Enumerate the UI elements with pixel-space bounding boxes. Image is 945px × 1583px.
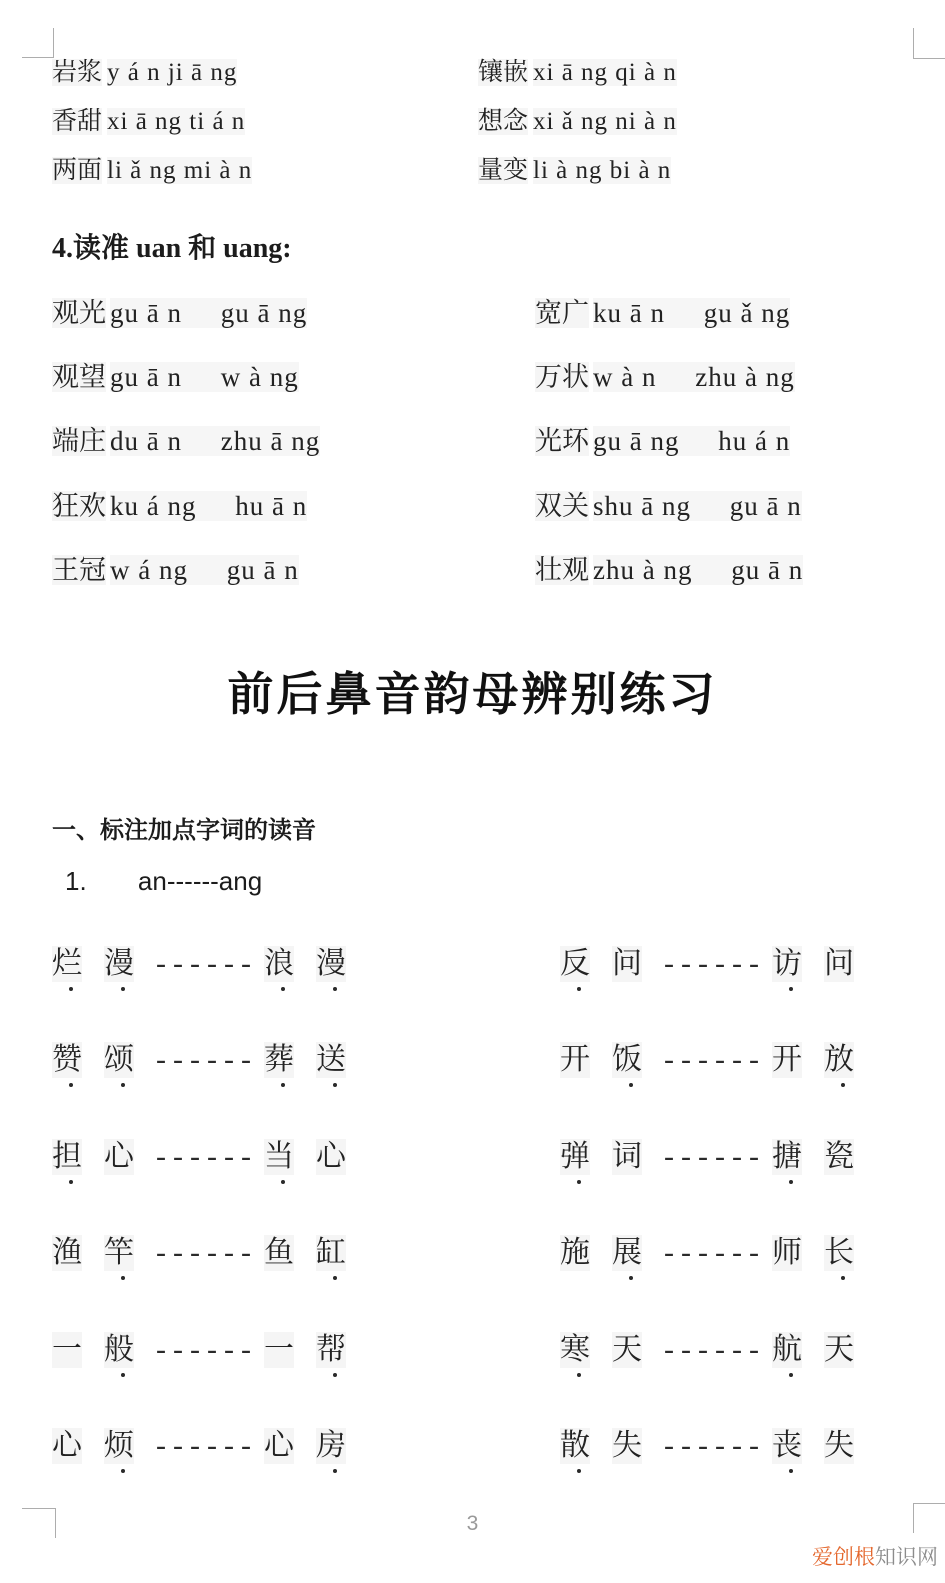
pinyin-row (0, 106, 945, 140)
cn-word: 香甜 (52, 108, 103, 135)
character: 师 (771, 1236, 802, 1269)
pinyin-text: li ǎ ng mi à n (107, 157, 253, 184)
pinyin-text: shu ā ng gu ā n (593, 491, 802, 521)
character: 心 (104, 1140, 134, 1173)
word-pair-row (0, 1332, 945, 1380)
cn-word: 宽广 (535, 298, 589, 328)
pinyin-text: xi ā ng ti á n (107, 108, 246, 135)
separator-dashes: ------ (156, 947, 258, 980)
dotted-character: 长 (823, 1236, 854, 1269)
dotted-character: 搪 (771, 1140, 802, 1173)
pinyin-text: xi ā ng qi à n (533, 59, 677, 86)
character: 天 (823, 1333, 854, 1366)
word-pair (560, 1235, 876, 1271)
character: 问 (823, 947, 854, 980)
uan-uang-row (0, 489, 945, 527)
cn-word: 壮观 (535, 555, 589, 585)
character: 一 (52, 1333, 82, 1366)
dotted-character: 展 (612, 1236, 642, 1269)
dotted-character: 烦 (104, 1429, 134, 1462)
section-4-heading: 4.读准 uan 和 uang: (52, 233, 292, 264)
word-pair (560, 946, 876, 982)
separator-dashes: ------ (156, 1140, 258, 1173)
cn-word: 观望 (52, 362, 106, 392)
pinyin-text: y á n ji ā ng (107, 59, 238, 86)
pinyin-entry (52, 360, 299, 394)
separator-dashes: ------ (664, 1429, 766, 1462)
cn-word: 万状 (535, 362, 589, 392)
dotted-character: 漫 (315, 947, 346, 980)
character: 一 (263, 1333, 294, 1366)
character: 心 (263, 1429, 294, 1462)
dotted-character: 漫 (104, 947, 134, 980)
character: 问 (612, 947, 642, 980)
exercise-heading: 一、标注加点字词的读音 (52, 817, 316, 844)
cn-word: 狂欢 (52, 491, 106, 521)
separator-dashes: ------ (156, 1429, 258, 1462)
pinyin-entry (52, 489, 307, 523)
cn-word: 想念 (478, 108, 529, 135)
pinyin-entry (52, 296, 307, 330)
dotted-character: 竿 (104, 1236, 134, 1269)
cn-word: 岩浆 (52, 59, 103, 86)
pinyin-text: gu ā n gu ā ng (110, 298, 308, 328)
dotted-character: 寒 (560, 1333, 590, 1366)
crop-mark-top-left (22, 28, 54, 58)
dotted-character: 般 (104, 1333, 134, 1366)
word-pair (52, 946, 368, 982)
dotted-character: 散 (560, 1429, 590, 1462)
separator-dashes: ------ (156, 1043, 258, 1076)
dotted-character: 帮 (315, 1333, 346, 1366)
cn-word: 王冠 (52, 555, 106, 585)
word-pair-row (0, 1042, 945, 1090)
character: 开 (771, 1043, 802, 1076)
pinyin-entry (478, 57, 677, 89)
separator-dashes: ------ (664, 1043, 766, 1076)
word-pair (560, 1428, 876, 1464)
dotted-character: 赞 (52, 1043, 82, 1076)
character: 施 (560, 1236, 590, 1269)
watermark-site: 知识网 (875, 1546, 938, 1569)
uan-uang-row (0, 296, 945, 334)
word-pair (52, 1428, 368, 1464)
character: 心 (315, 1140, 346, 1173)
word-pair (52, 1139, 368, 1175)
dotted-character: 弹 (560, 1140, 590, 1173)
character: 词 (612, 1140, 642, 1173)
pinyin-text: ku á ng hu ā n (110, 491, 308, 521)
pinyin-text: w á ng gu ā n (110, 555, 299, 585)
dotted-character: 担 (52, 1140, 82, 1173)
dotted-character: 访 (771, 947, 802, 980)
word-pair (52, 1042, 368, 1078)
pinyin-text: li à ng bi à n (533, 157, 672, 184)
word-pair (560, 1139, 876, 1175)
separator-dashes: ------ (664, 1333, 766, 1366)
word-pair (560, 1042, 876, 1078)
pinyin-text: w à n zhu à ng (593, 362, 795, 392)
pinyin-entry (52, 155, 252, 187)
word-pair-row (0, 946, 945, 994)
dotted-character: 浪 (263, 947, 294, 980)
character: 心 (52, 1429, 82, 1462)
pinyin-entry (535, 424, 790, 458)
dotted-character: 丧 (771, 1429, 802, 1462)
cn-word: 两面 (52, 157, 103, 184)
pinyin-text: du ā n zhu ā ng (110, 426, 321, 456)
separator-dashes: ------ (156, 1333, 258, 1366)
pinyin-entry (52, 106, 245, 138)
cn-word: 量变 (478, 157, 529, 184)
pinyin-entry (52, 424, 320, 458)
word-pair-row (0, 1235, 945, 1283)
dotted-character: 缸 (315, 1236, 346, 1269)
character: 开 (560, 1043, 590, 1076)
word-pair (52, 1332, 368, 1368)
word-pair-row (0, 1428, 945, 1476)
crop-mark-top-right (913, 28, 945, 59)
pinyin-text: xi ǎ ng ni à n (533, 108, 677, 135)
page-title: 前后鼻音韵母辨别练习 (227, 668, 718, 720)
character: 天 (612, 1333, 642, 1366)
pinyin-entry (478, 106, 677, 138)
cn-word: 光环 (535, 426, 589, 456)
pinyin-entry (52, 57, 237, 89)
dotted-character: 葬 (263, 1043, 294, 1076)
separator-dashes: ------ (156, 1236, 258, 1269)
exercise-item-line (65, 866, 262, 897)
dotted-character: 反 (560, 947, 590, 980)
pinyin-entry (535, 553, 803, 587)
separator-dashes: ------ (664, 947, 766, 980)
cn-word: 观光 (52, 298, 106, 328)
pinyin-entry (535, 489, 802, 523)
character: 渔 (52, 1236, 82, 1269)
dotted-character: 饭 (612, 1043, 642, 1076)
pinyin-entry (52, 553, 299, 587)
dotted-character: 送 (315, 1043, 346, 1076)
cn-word: 镶嵌 (478, 59, 529, 86)
character: 瓷 (823, 1140, 854, 1173)
pinyin-row (0, 57, 945, 91)
separator-dashes: ------ (664, 1140, 766, 1173)
uan-uang-row (0, 553, 945, 591)
dotted-character: 颂 (104, 1043, 134, 1076)
watermark (812, 1541, 938, 1571)
page-number: 3 (466, 1512, 479, 1535)
dotted-character: 房 (315, 1429, 346, 1462)
pinyin-entry (535, 360, 795, 394)
dotted-character: 当 (263, 1140, 294, 1173)
pinyin-entry (535, 296, 790, 330)
pinyin-text: gu ā ng hu á n (593, 426, 791, 456)
character: 鱼 (263, 1236, 294, 1269)
word-pair (560, 1332, 876, 1368)
cn-word: 双关 (535, 491, 589, 521)
pinyin-text: zhu à ng gu ā n (593, 555, 804, 585)
character: 失 (612, 1429, 642, 1462)
word-pair (52, 1235, 368, 1271)
pinyin-entry (478, 155, 671, 187)
dotted-character: 航 (771, 1333, 802, 1366)
word-pair-row (0, 1139, 945, 1187)
uan-uang-row (0, 424, 945, 462)
watermark-brand: 爱创根 (812, 1546, 875, 1569)
pinyin-text: ku ā n gu ǎ ng (593, 298, 791, 328)
character: 失 (823, 1429, 854, 1462)
uan-uang-row (0, 360, 945, 398)
dotted-character: 烂 (52, 947, 82, 980)
separator-dashes: ------ (664, 1236, 766, 1269)
cn-word: 端庄 (52, 426, 106, 456)
item-number: 1. (65, 866, 87, 896)
item-label: an------ang (137, 866, 263, 896)
dotted-character: 放 (823, 1043, 854, 1076)
pinyin-row (0, 155, 945, 189)
pinyin-text: gu ā n w à ng (110, 362, 299, 392)
